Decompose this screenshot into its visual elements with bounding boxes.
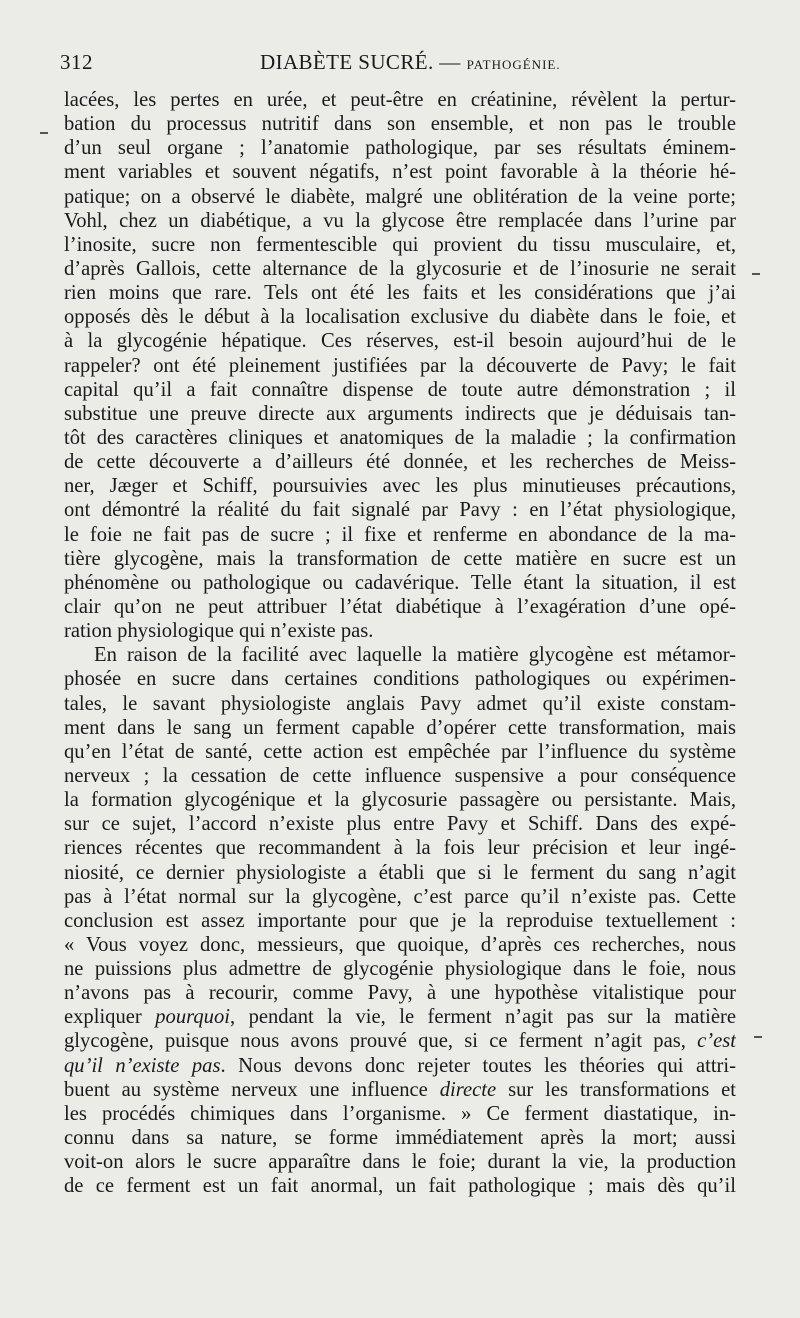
- text-line: lacées, les pertes en urée, et peut-être en créatinine, révèlent la pertur-: [64, 89, 736, 111]
- text-line: phosée en sucre dans certaines conditions pathologiques ou expérimen-: [64, 668, 736, 691]
- text-line: ner, Jæger et Schiff, poursuivies avec les plus minutieuses précautions,: [64, 475, 736, 498]
- text-line: capital qu’il a fait connaître dispense de toute autre démonstration ; il: [64, 378, 736, 401]
- margin-mark: [40, 132, 48, 134]
- text-line: ration physiologique qui n’existe pas.: [64, 620, 374, 643]
- margin-mark: [754, 1036, 762, 1038]
- text-line: n’avons pas à recourir, comme Pavy, à une hypothèse vitalistique pour: [64, 982, 736, 1005]
- text-line: conclusion est assez importante pour que je la reproduise textuellement :: [64, 909, 736, 932]
- text-line: « Vous voyez donc, messieurs, que quoique, d’après ces recherches, nous: [64, 933, 736, 956]
- text-line: d’après Gallois, cette alternance de la glycosurie et de l’inosurie ne serait: [64, 257, 736, 280]
- text-line: l’inosite, sucre non fermentescible qui provient du tissu musculaire, et,: [64, 233, 736, 256]
- text-line: expliquer pourquoi, pendant la vie, le ferment n’agit pas sur la matière: [64, 1006, 736, 1029]
- text-line: tôt des caractères cliniques et anatomiques de la maladie ; la confirmation: [64, 426, 736, 449]
- text-line: phénomène ou pathologique ou cadavérique. Telle étant la situation, il est: [64, 571, 736, 594]
- text-line: de ce ferment est un fait anormal, un fait pathologique ; mais dès qu’il: [64, 1175, 736, 1198]
- running-title-section: PATHOGÉNIE.: [466, 57, 561, 72]
- text-line: les procédés chimiques dans l’organisme. » Ce ferment diastatique, in-: [64, 1102, 736, 1125]
- running-title: [260, 50, 561, 75]
- text-line: buent au système nerveux une influence directe sur les transformations et: [64, 1078, 736, 1101]
- text-line: rien moins que rare. Tels ont été les faits et les considérations que j’ai: [64, 282, 736, 305]
- text-line: le foie ne fait pas de sucre ; il fixe et renferme en abondance de la ma-: [64, 523, 736, 546]
- text-line: patique; on a observé le diabète, malgré une oblitération de la veine porte;: [64, 185, 736, 208]
- text-line: qu’en l’état de santé, cette action est empêchée par l’influence du système: [64, 740, 736, 763]
- text-line: niosité, ce dernier physiologiste a établi que si le ferment du sang n’agit: [64, 861, 736, 884]
- text-line: connu dans sa nature, se forme immédiatement après la mort; aussi: [64, 1127, 736, 1150]
- text-line: rappeler? ont été pleinement justifiées par la découverte de Pavy; le fait: [64, 354, 736, 377]
- body-text: [64, 88, 736, 1198]
- text-line: ne puissions plus admettre de glycogénie physiologique dans le foie, nous: [64, 958, 736, 981]
- text-line: à la glycogénie hépatique. Ces réserves, est-il besoin aujourd’hui de le: [64, 330, 736, 353]
- text-line: Vohl, chez un diabétique, a vu la glycose être remplacée dans l’urine par: [64, 209, 736, 232]
- text-line: pas à l’état normal sur la glycogène, c’est parce qu’il n’existe pas. Cette: [64, 885, 736, 908]
- text-line: ment variables et souvent négatifs, n’est point favorable à la théorie hé-: [64, 161, 736, 184]
- running-header: [60, 50, 740, 80]
- text-line: tales, le savant physiologiste anglais Pavy admet qu’il existe constam-: [64, 692, 736, 715]
- text-line: sur ce sujet, l’accord n’existe plus entre Pavy et Schiff. Dans des expé-: [64, 813, 736, 836]
- text-line: nerveux ; la cessation de cette influence suspensive a pour conséquence: [64, 764, 736, 787]
- text-line: ont démontré la réalité du fait signalé par Pavy : en l’état physiologique,: [64, 499, 736, 522]
- text-line: voit-on alors le sucre apparaître dans le foie; durant la vie, la production: [64, 1151, 736, 1174]
- text-line: de cette découverte a d’ailleurs été donnée, et les recherches de Meiss-: [64, 451, 736, 474]
- text-line: tière glycogène, mais la transformation de cette matière en sucre est un: [64, 547, 736, 570]
- text-line: qu’il n’existe pas. Nous devons donc rejeter toutes les théories qui attri-: [64, 1054, 736, 1077]
- running-title-main: DIABÈTE SUCRÉ. —: [260, 50, 461, 74]
- text-line: ment dans le sang un ferment capable d’opérer cette transformation, mais: [64, 716, 736, 739]
- text-line: clair qu’on ne peut attribuer l’état diabétique à l’exagération d’une opé-: [64, 595, 736, 618]
- margin-mark: [752, 273, 760, 275]
- text-line: glycogène, puisque nous avons prouvé que, si ce ferment n’agit pas, c’est: [64, 1030, 736, 1053]
- text-line: riences récentes que recommandent à la fois leur précision et leur ingé-: [64, 837, 736, 860]
- text-line: bation du processus nutritif dans son ensemble, et non pas le trouble: [64, 113, 736, 136]
- text-line: En raison de la facilité avec laquelle la matière glycogène est métamor-: [94, 644, 736, 667]
- text-line: substitue une preuve directe aux arguments indirects que je déduisais tan-: [64, 402, 736, 425]
- text-line: d’un seul organe ; l’anatomie pathologique, par ses résultats éminem-: [64, 137, 736, 160]
- text-line: la formation glycogénique et la glycosurie passagère ou persistante. Mais,: [64, 789, 736, 812]
- text-line: opposés dès le début à la localisation exclusive du diabète dans le foie, et: [64, 306, 736, 329]
- page-number: 312: [60, 50, 93, 74]
